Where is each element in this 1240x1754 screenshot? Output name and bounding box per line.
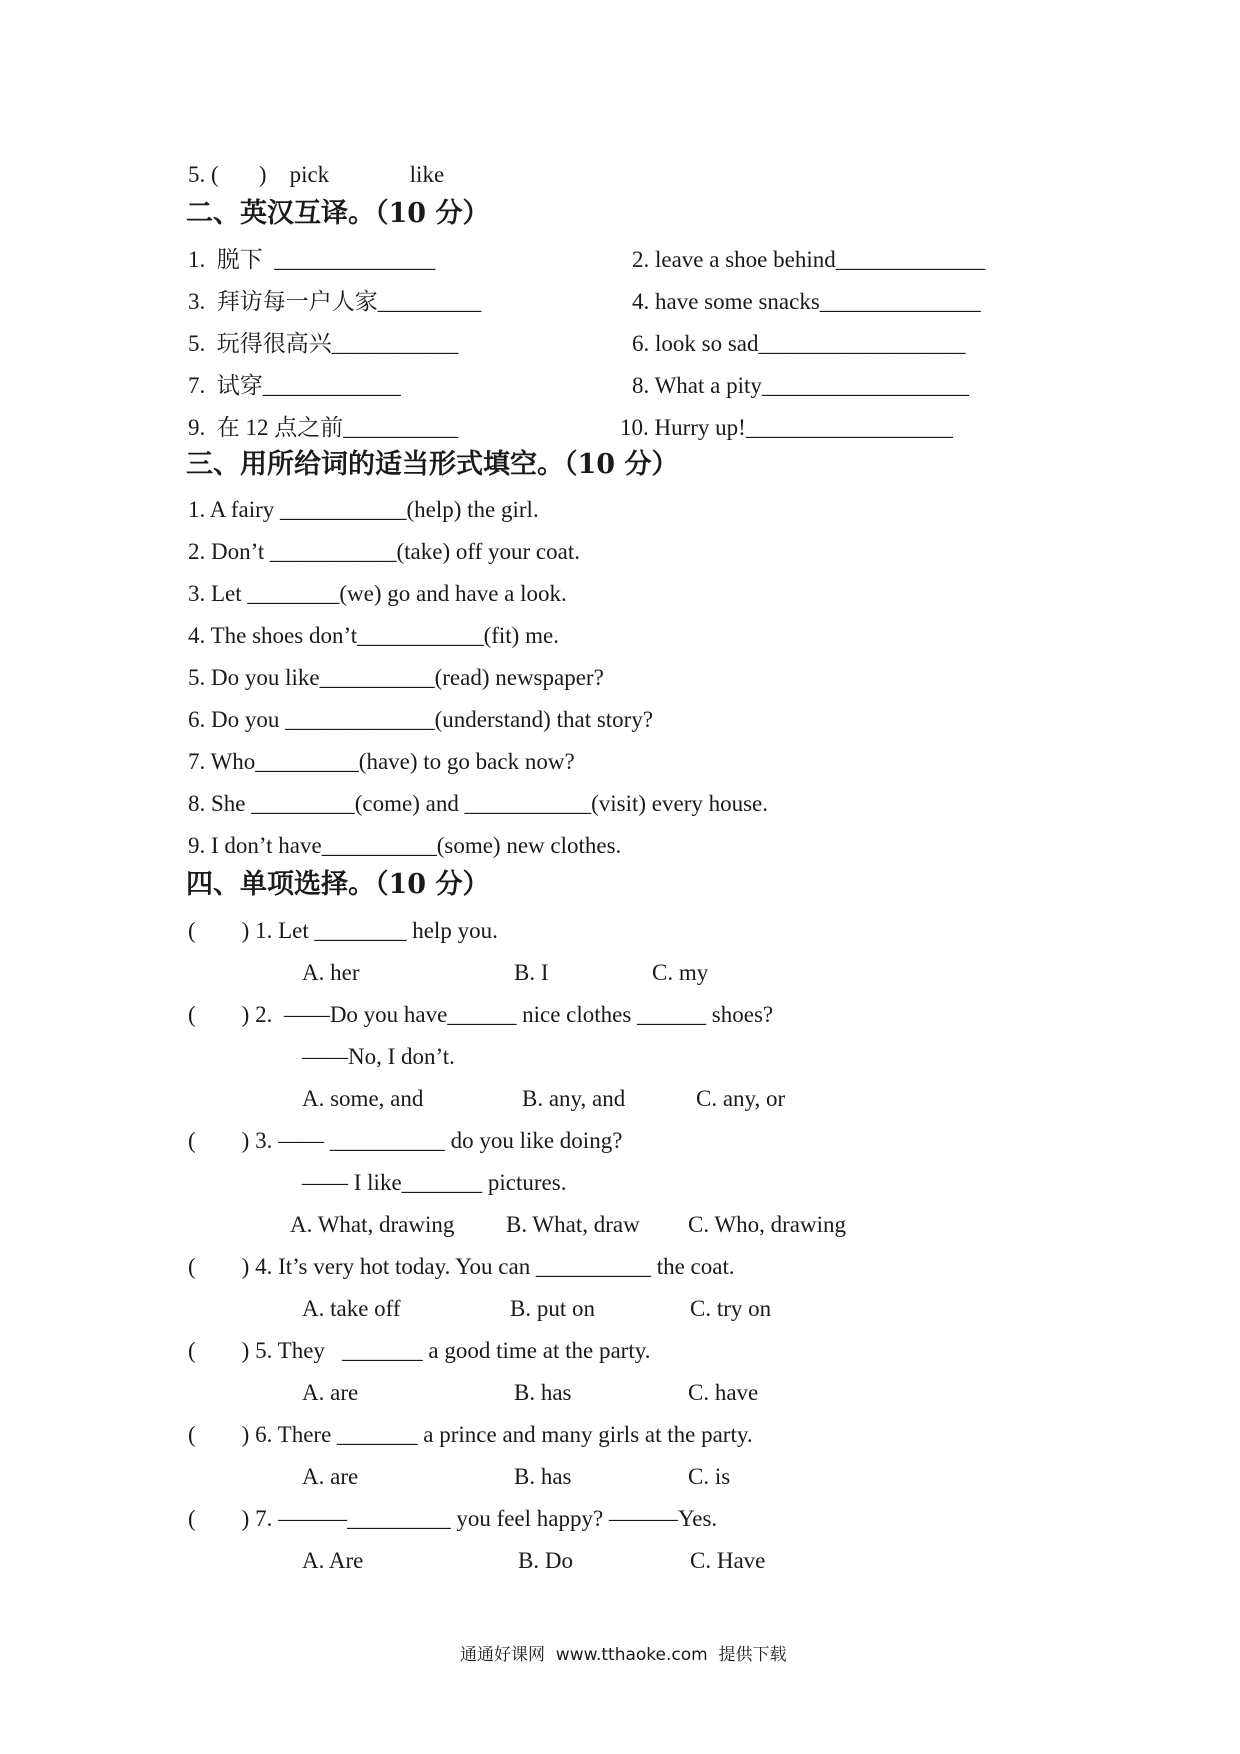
choice-question-stem: ( ) 2. ——Do you have______ nice clothes ______ shoes? — [188, 1002, 774, 1027]
choice-question-stem: ( ) 3. —— __________ do you like doing? — [188, 1128, 623, 1153]
translation-item: 8. What a pity__________________ — [632, 373, 969, 398]
choice-option: A. Are — [302, 1548, 364, 1573]
choice-option: A. are — [302, 1464, 359, 1489]
choice-question-stem: ( ) 1. Let ________ help you. — [188, 918, 498, 943]
choice-option: A. are — [302, 1380, 359, 1405]
choice-question-reply: ——No, I don’t. — [302, 1044, 455, 1069]
translation-item: 10. Hurry up!__________________ — [620, 415, 953, 440]
fill-in-item: 1. A fairy ___________(help) the girl. — [188, 497, 539, 522]
translation-item: 7. 试穿____________ — [188, 373, 401, 398]
fill-in-item: 4. The shoes don’t___________(fit) me. — [188, 623, 559, 648]
translation-item: 9. 在 12 点之前__________ — [188, 415, 459, 440]
choice-option: B. I — [514, 960, 549, 985]
translation-item: 5. 玩得很高兴___________ — [188, 331, 459, 356]
choice-option: C. try on — [690, 1296, 772, 1321]
fill-in-item: 7. Who_________(have) to go back now? — [188, 749, 575, 774]
fill-in-item: 6. Do you _____________(understand) that story? — [188, 707, 654, 732]
choice-option: A. her — [302, 960, 360, 985]
choice-option: C. my — [652, 960, 709, 985]
translation-item: 3. 拜访每一户人家_________ — [188, 289, 482, 314]
choice-question-stem: ( ) 6. There _______ a prince and many girls at the party. — [188, 1422, 753, 1447]
section-4-title: 四、单项选择。（10 分） — [186, 869, 490, 900]
choice-option: B. any, and — [522, 1086, 626, 1111]
choice-question-reply: —— I like_______ pictures. — [302, 1170, 567, 1195]
choice-option: A. take off — [302, 1296, 401, 1321]
choice-question-stem: ( ) 4. It’s very hot today. You can __________ the coat. — [188, 1254, 735, 1279]
choice-option: A. What, drawing — [290, 1212, 455, 1237]
translation-item: 2. leave a shoe behind_____________ — [632, 247, 986, 272]
choice-option: B. What, draw — [506, 1212, 640, 1237]
translation-item: 6. look so sad__________________ — [632, 331, 966, 356]
choice-option: C. Who, drawing — [688, 1212, 847, 1237]
fill-in-item: 9. I don’t have__________(some) new clothes. — [188, 833, 622, 858]
translation-item: 4. have some snacks______________ — [632, 289, 981, 314]
choice-option: A. some, and — [302, 1086, 424, 1111]
section-2-title: 二、英汉互译。（10 分） — [186, 198, 490, 229]
choice-option: C. have — [688, 1380, 759, 1405]
choice-option: C. Have — [690, 1548, 766, 1573]
section-3-title: 三、用所给词的适当形式填空。（10 分） — [186, 449, 679, 480]
choice-option: C. any, or — [696, 1086, 786, 1111]
choice-option: C. is — [688, 1464, 731, 1489]
fill-in-item: 3. Let ________(we) go and have a look. — [188, 581, 567, 606]
fill-in-item: 2. Don’t ___________(take) off your coat. — [188, 539, 580, 564]
choice-option: B. has — [514, 1464, 572, 1489]
phonics-item-5: 5. ( ) pick like — [188, 162, 445, 187]
fill-in-item: 8. She _________(come) and ___________(visit) every house. — [188, 791, 769, 816]
translation-item: 1. 脱下 ______________ — [188, 247, 436, 272]
page-footer: 通通好课网 www.tthaoke.com 提供下载 — [460, 1645, 787, 1665]
choice-question-stem: ( ) 5. They _______ a good time at the party. — [188, 1338, 651, 1363]
choice-option: B. put on — [510, 1296, 595, 1321]
choice-option: B. Do — [518, 1548, 573, 1573]
choice-option: B. has — [514, 1380, 572, 1405]
choice-question-stem: ( ) 7. ———_________ you feel happy? ———Yes. — [188, 1506, 718, 1531]
fill-in-item: 5. Do you like__________(read) newspaper? — [188, 665, 604, 690]
